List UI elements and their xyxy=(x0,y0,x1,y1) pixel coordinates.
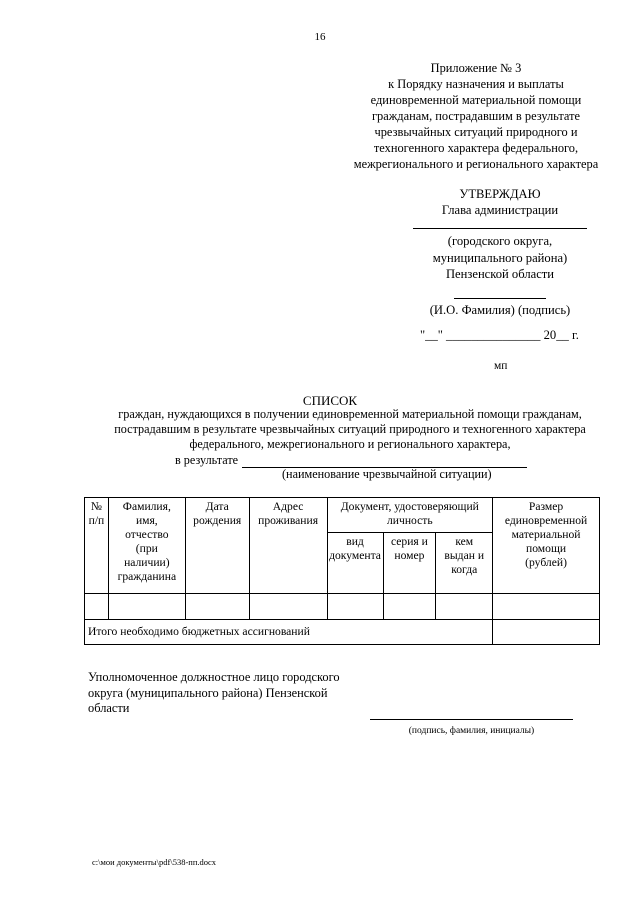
official-line: области xyxy=(88,701,130,715)
authorized-official xyxy=(88,670,388,717)
header-doc-type: вид документа xyxy=(327,533,383,594)
result-caption: (наименование чрезвычайной ситуации) xyxy=(282,467,492,481)
annex-line: единовременной материальной помощи xyxy=(370,93,582,107)
approval-position: Глава администрации xyxy=(441,203,559,218)
header-amount: Размер единовременной материальной помощи (рублей) xyxy=(493,498,600,594)
annex-line: межрегионального и регионального характера xyxy=(353,157,599,171)
list-subtitle xyxy=(60,407,640,453)
approval-org-line-text: Пензенской области xyxy=(445,266,555,281)
approval-org-line-text: (городского округа, xyxy=(447,234,553,249)
official-line: округа (муниципального района) Пензенской xyxy=(88,685,328,700)
approval-date: "__" _______________ 20__ г. xyxy=(420,328,579,342)
header-doc-issuer: кем выдан и когда xyxy=(436,533,493,594)
approval-signature-line xyxy=(454,288,546,299)
result-label: в результате xyxy=(175,453,239,467)
approval-org-line-text: муниципального района) xyxy=(432,250,568,265)
stamp-place: мп xyxy=(494,360,508,372)
annex-line: чрезвычайных ситуаций природного и xyxy=(374,125,578,139)
signature-line xyxy=(370,719,573,720)
list-subtitle-line: федерального, межрегионального и регионального характера, xyxy=(189,437,511,452)
page-number: 16 xyxy=(314,31,326,43)
approval-block xyxy=(405,186,595,318)
total-label: Итого необходимо бюджетных ассигнований xyxy=(85,620,493,645)
annex-line: техногенного характера федерального, xyxy=(373,141,579,155)
header-number: № п/п xyxy=(85,498,109,594)
list-subtitle-line: пострадавшим в результате чрезвычайных ситуаций природного и техногенного характера xyxy=(114,422,586,437)
total-value xyxy=(493,620,600,645)
approval-title: УТВЕРЖДАЮ xyxy=(459,187,541,201)
header-address: Адрес проживания xyxy=(249,498,327,594)
list-title: СПИСОК xyxy=(302,393,358,408)
table-row xyxy=(85,594,600,620)
citizens-table xyxy=(84,497,600,645)
total-row xyxy=(85,620,600,645)
annex-line: Приложение № 3 xyxy=(430,61,522,75)
approval-name-caption: (И.О. Фамилия) (подпись) xyxy=(429,303,571,318)
annex-line: к Порядку назначения и выплаты xyxy=(388,77,564,91)
annex-line: гражданам, пострадавшим в результате xyxy=(371,109,581,123)
official-line: Уполномоченное должностное лицо городского xyxy=(88,670,340,684)
header-birth-date: Дата рождения xyxy=(185,498,249,594)
signature-caption: (подпись, фамилия, инициалы) xyxy=(408,726,535,736)
file-path: c:\мои документы\pdf\538-пп.docx xyxy=(92,857,217,867)
header-identity-document: Документ, удостоверяющий личность xyxy=(327,498,493,533)
approval-org-line xyxy=(413,218,587,229)
list-subtitle-line: граждан, нуждающихся в получении единовременной материальной помощи гражданам, xyxy=(118,407,582,421)
result-row xyxy=(175,453,527,468)
header-doc-series: серия и номер xyxy=(383,533,436,594)
annex-header xyxy=(340,60,612,172)
header-full-name: Фамилия, имя, отчество (при наличии) гражданина xyxy=(108,498,185,594)
